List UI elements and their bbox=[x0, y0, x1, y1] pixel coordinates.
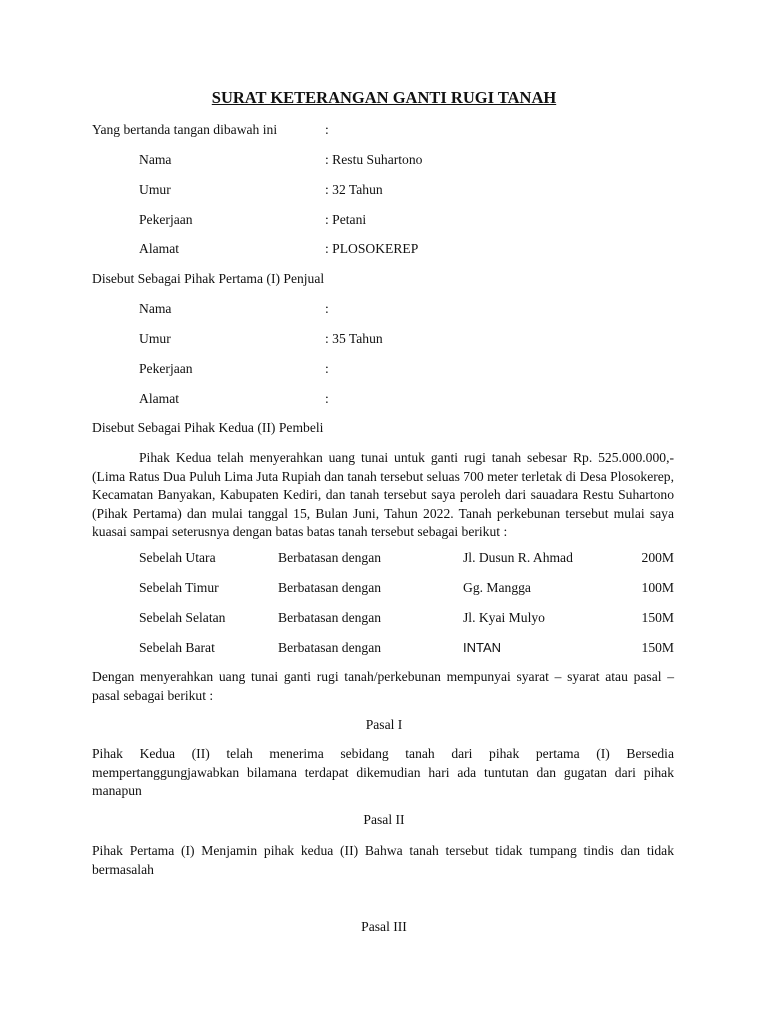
boundary-length: 150M bbox=[641, 640, 674, 655]
intro-label: Yang bertanda tangan dibawah ini bbox=[92, 122, 278, 137]
article-text: Pihak Kedua (II) telah menerima sebidang tanah dari pihak pertama (I) Bersedia mempertanggungjawabkan bilamana terdapat dikemudian hari ada tuntutan dan gugatan dari pihak manapun bbox=[92, 746, 674, 799]
party1-address-value: : PLOSOKEREP bbox=[325, 241, 419, 256]
boundary-relation: Berbatasan dengan bbox=[278, 610, 382, 625]
boundary-neighbor: Gg. Mangga bbox=[463, 580, 531, 595]
article-text: Pihak Pertama (I) Menjamin pihak kedua (II) Bahwa tanah tersebut tidak tumpang tindis dan tidak bermasalah bbox=[92, 843, 674, 877]
party2-job-value: : bbox=[325, 361, 329, 376]
boundary-side: Sebelah Timur bbox=[139, 580, 219, 595]
boundary-side: Sebelah Utara bbox=[139, 550, 216, 565]
party2-job-label: Pekerjaan bbox=[139, 361, 193, 376]
party1-name-label: Nama bbox=[139, 152, 172, 167]
boundary-neighbor: Jl. Kyai Mulyo bbox=[463, 610, 545, 625]
party2-age-label: Umur bbox=[139, 331, 171, 346]
article-heading: Pasal I bbox=[365, 717, 403, 732]
main-paragraph: Pihak Kedua telah menyerahkan uang tunai untuk ganti rugi tanah sebesar Rp. 525.000.000,- (Lima Ratus Dua Puluh Lima Juta Rupiah dan tanah tersebut seluas 700 meter terletak di Desa Plosokerep, Kecamatan Banyakan, Kabupaten Kediri, dan tanah tersebut saya peroleh dari sauadara Restu Suhartono (Pihak Pertama) dan mulai tanggal 15, Bulan Juni, Tahun 2022. Tanah perkebunan tersebut mulai saya kuasai sampai seterusnya dengan batas batas tanah tersebut sebagai berikut : bbox=[92, 450, 674, 540]
boundary-neighbor: Jl. Dusun R. Ahmad bbox=[463, 550, 573, 565]
party1-name-value: : Restu Suhartono bbox=[325, 152, 423, 167]
boundary-length: 150M bbox=[641, 610, 674, 625]
party1-age-label: Umur bbox=[139, 182, 171, 197]
boundary-relation: Berbatasan dengan bbox=[278, 580, 382, 595]
document-title: SURAT KETERANGAN GANTI RUGI TANAH bbox=[211, 88, 557, 107]
conditions-intro: Dengan menyerahkan uang tunai ganti rugi tanah/perkebunan mempunyai syarat – syarat atau pasal – pasal sebagai berikut : bbox=[92, 669, 674, 703]
article-heading: Pasal II bbox=[363, 812, 405, 827]
party2-address-label: Alamat bbox=[139, 391, 180, 406]
boundary-relation: Berbatasan dengan bbox=[278, 550, 382, 565]
boundary-side: Sebelah Barat bbox=[139, 640, 215, 655]
party1-age-value: : 32 Tahun bbox=[325, 182, 383, 197]
article-heading: Pasal III bbox=[361, 919, 407, 934]
boundary-length: 200M bbox=[641, 550, 674, 565]
boundary-neighbor: INTAN bbox=[463, 640, 502, 655]
party2-name-value: : bbox=[325, 301, 329, 316]
party1-job-value: : Petani bbox=[325, 212, 367, 227]
party1-role: Disebut Sebagai Pihak Pertama (I) Penjual bbox=[92, 271, 325, 286]
party1-job-label: Pekerjaan bbox=[139, 212, 193, 227]
party2-role: Disebut Sebagai Pihak Kedua (II) Pembeli bbox=[92, 420, 324, 435]
party2-name-label: Nama bbox=[139, 301, 172, 316]
boundary-relation: Berbatasan dengan bbox=[278, 640, 382, 655]
boundary-side: Sebelah Selatan bbox=[139, 610, 226, 625]
boundary-length: 100M bbox=[641, 580, 674, 595]
party2-age-value: : 35 Tahun bbox=[325, 331, 383, 346]
party1-address-label: Alamat bbox=[139, 241, 180, 256]
intro-colon: : bbox=[325, 122, 329, 137]
party2-address-value: : bbox=[325, 391, 329, 406]
